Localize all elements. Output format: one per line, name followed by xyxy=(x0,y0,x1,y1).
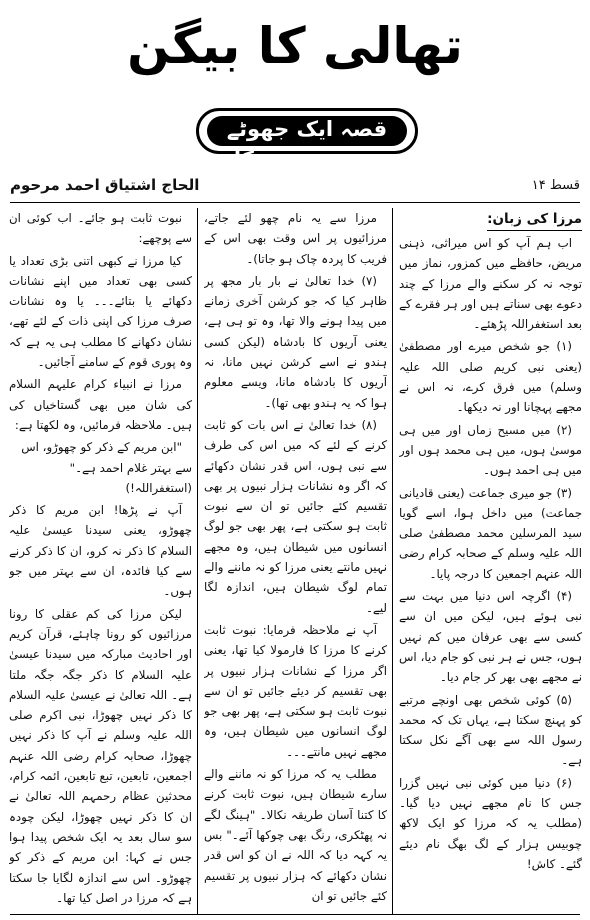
paragraph: کیا مرزا نے کبھی اتنی بڑی تعداد یا کسی بھی تعداد میں اپنے نشانات دکھائے یا بتائے۔۔۔ یا وہ نشانات صرف مرزا کی اپنی ذات کے لئے تھے، نشان دکھانے کا مطلب ہی یہ ہے کہ وہ پوری قوم کے سامنے آجائیں۔ xyxy=(9,253,192,370)
quotation: "ابن مریم کے ذکر کو چھوڑو، اس سے بہتر غلام احمد ہے۔" (استغفراللہ!) xyxy=(21,440,192,495)
top-rule xyxy=(10,202,580,203)
paragraph: (۲) میں مسیح زماں اور میں ہی موسیٰ ہوں، میں ہی محمد ہوں اور میں ہی احمد ہوں۔ xyxy=(399,422,582,478)
paragraph: (۶) دنیا میں کوئی نبی نہیں گزرا جس کا نام مجھے نہیں دیا گیا۔ (مطلب یہ کہ مرزا کو ایک لاکھ چوبیس ہزار کے لگ بھگ نام دیئے گئے۔ کاش! xyxy=(399,775,582,871)
author-name: الحاج اشتیاق احمد مرحوم xyxy=(10,176,200,194)
paragraph: (۷) خدا تعالیٰ نے بار بار مجھ پر ظاہر کیا کہ جو کرشن آخری زمانے میں پیدا ہونے والا تھا، وہ تو ہی ہے، یعنی آریوں کا بادشاہ (لیکن کسی ہندو نے اسے کرشن نہیں مانا، نہ آریوں کا بادشاہ مانا، ویسے معلوم ہوا کہ یہ ہندو بھی تھا)۔ xyxy=(204,273,387,410)
paragraph: آپ نے پڑھا! ابن مریم کا ذکر چھوڑو، یعنی سیدنا عیسیٰ علیہ السلام کا ذکر نہ کرو، ان کا ذکر کرنے سے کیا فائدہ، ان سے بہتر میں جو ہوں۔ xyxy=(9,503,192,599)
masthead xyxy=(0,0,590,175)
episode-number: قسط ۱۴ xyxy=(531,178,580,193)
paragraph: (۸) خدا تعالیٰ نے اس بات کو ثابت کرنے کے لئے کہ میں اس کی طرف سے نبی ہوں، اس قدر نشان دکھائے کہ اگر وہ نشانات ہزار نبیوں پر بھی تقسیم کئے جائیں تو ان سے نبوت ثابت ہو سکتی ہے، پھر بھی جو لوگ انسانوں میں شیطان ہیں، وہ مجھے نہیں مانتے یعنی مرزا کو نہ ماننے والے تمام لوگ شیطان ہیں، اندازہ لگا لیے۔ xyxy=(204,417,387,615)
subtitle-text: قصہ ایک جھوٹے مدعیِ نبوت کا xyxy=(226,117,388,171)
column-divider xyxy=(197,208,198,914)
byline-row xyxy=(10,176,580,202)
paragraph: مرزا سے یہ نام چھو لئے جاتے، مرزائیوں پر اس وقت بھی اس کے فریب کا پردہ چاک ہو جاتا)۔ xyxy=(204,211,387,266)
page-title: تھالی کا بیگن xyxy=(127,17,463,75)
subtitle-inner xyxy=(207,116,407,171)
paragraph: نبوت ثابت ہو جائے۔ اب کوئی ان سے پوچھے: xyxy=(9,211,192,246)
subtitle-badge xyxy=(196,108,418,171)
paragraph: آپ نے ملاحظہ فرمایا: نبوت ثابت کرنے کا مرزا کا فارمولا کیا تھا، یعنی اگر مرزا کے نشانات ہزار نبیوں پر بھی تقسیم کر دیئے جائیں تو ان سے نبوت ثابت ہو سکتی ہے، پھر بھی جو لوگ انسانوں میں شیطان ہیں، وہ مجھے نہیں مانتے۔۔۔ xyxy=(204,622,387,759)
paragraph: لیکن مرزا کی کم عقلی کا رونا مرزائیوں کو رونا چاہئے، قرآن کریم اور احادیث مبارکہ میں سیدنا عیسیٰ علیہ السلام کا ذکر جگہ جگہ ملتا ہے۔ اللہ تعالیٰ نے عیسیٰ علیہ السلام کا ذکر نہیں چھوڑا، نبی اکرم صلی اللہ علیہ وسلم نے آپ کا ذکر نہیں چھوڑا، صحابہ کرام رضی اللہ عنہم اجمعین، تابعین، تبع تابعین، ائمہ کرام، محدثین عظام رحمہم اللہ تعالیٰ نے ان کا ذکر نہیں چھوڑا، لیکن چودہ سو سال بعد یہ ایک شخص پیدا ہوا جس نے کہا: ابن مریم کے ذکر کو چھوڑو۔ اس سے اندازہ لگایا جا سکتا ہے کہ مرزا در اصل کیا تھا۔ xyxy=(9,606,192,905)
paragraph: اب ہم آپ کو اس میراثی، ذہنی مریض، حافظے میں کمزور، نماز میں توجہ نہ کر سکنے والے مرزا کے چند دعوے بھی سناتے ہیں اور ہر فقرے کے بعد استغفراللہ پڑھئے۔ xyxy=(399,236,582,332)
paragraph: (۱) جو شخص میرے اور مصطفیٰ (یعنی نبی کریم صلی اللہ علیہ وسلم) میں فرق کرے، نہ اس نے مجھے پہچانا اور نہ دیکھا۔ xyxy=(399,339,582,415)
column-3 xyxy=(9,208,192,914)
paragraph: مطلب یہ کہ مرزا کو نہ ماننے والے سارے شیطان ہیں، نبوت ثابت کرنے کا کتنا آسان طریقہ نکالا۔ "ہینگ لگے نہ پھٹکری، رنگ بھی چوکھا آئے۔" بس یہ کہہ دیا کہ اللہ نے ان کو اس قدر نشان دکھائے کہ ہزار نبیوں پر تقسیم کئے جائیں تو ان xyxy=(204,767,387,903)
paragraph: (۳) جو میری جماعت (یعنی قادیانی جماعت) میں داخل ہوا، اسے گویا سید المرسلین محمد مصطفیٰ صلی اللہ علیہ وسلم کے صحابہ کرام رضی اللہ عنہم اجمعین کا درجہ پایا۔ xyxy=(399,485,582,581)
paragraph: (۵) کوئی شخص بھی اونچے مرتبے کو پہنچ سکتا ہے، یہاں تک کہ محمد رسول اللہ سے بھی آگے نکل سکتا ہے۔ xyxy=(399,692,582,768)
section-heading: مرزا کی زبان: xyxy=(487,208,582,231)
column-2 xyxy=(204,208,387,914)
bottom-rule xyxy=(10,914,580,915)
column-1 xyxy=(399,208,582,914)
column-divider xyxy=(392,208,393,914)
article-columns xyxy=(8,208,582,914)
paragraph: (۴) اگرچہ اس دنیا میں بہت سے نبی ہوئے ہیں، لیکن میں ان سے کسی سے بھی عرفان میں کم نہیں ہوں، جس نے ہر نبی کو جام دیا، اس نے مجھے بھی بھر کر جام دیا۔ xyxy=(399,589,582,685)
paragraph: مرزا نے انبیاء کرام علیہم السلام کی شان میں بھی گستاخیاں کی ہیں۔ ملاحظہ فرمائیں، وہ لکھتا ہے: xyxy=(9,377,192,432)
